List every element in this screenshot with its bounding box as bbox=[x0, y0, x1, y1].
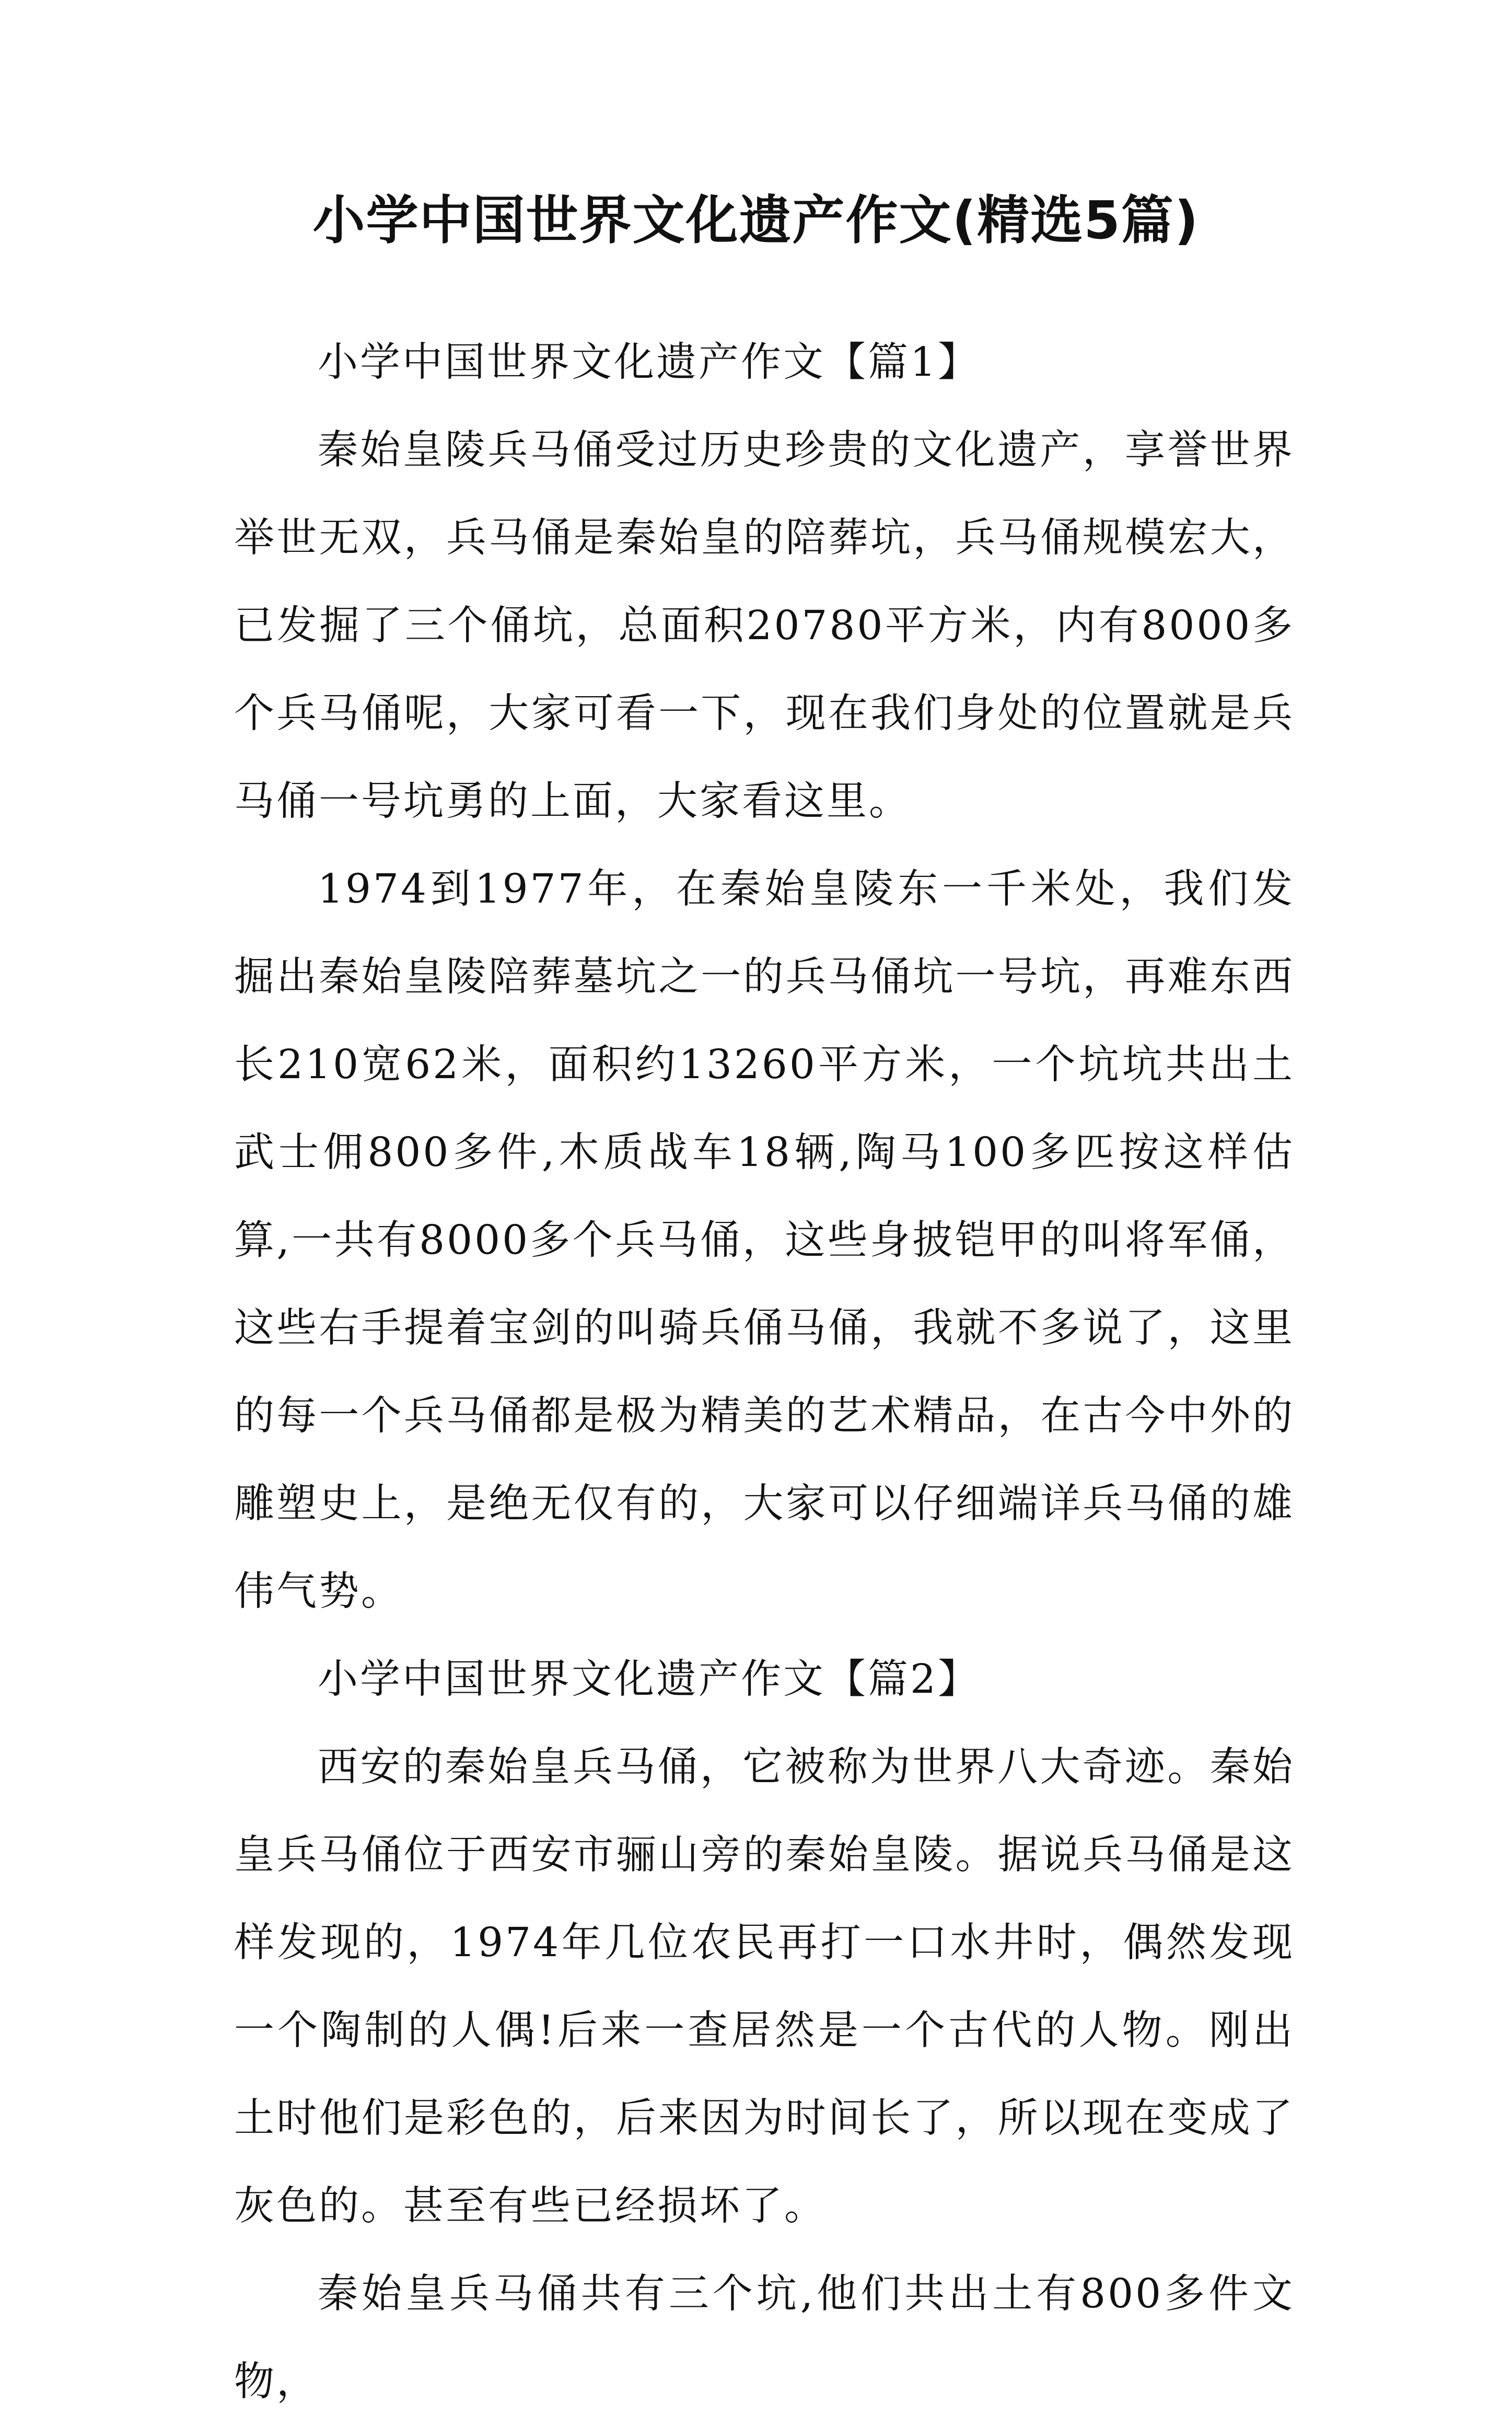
section-1-paragraph-2: 1974到1977年，在秦始皇陵东一千米处，我们发掘出秦始皇陵陪葬墓坑之一的兵马俑坑一号坑，再难东西长210宽62米，面积约13260平方米，一个坑坑共出土武士佣800多件,木质战车18辆,陶马100多匹按这样估算,一共有8000多个兵马俑，这些身披铠甲的叫将军俑，这些右手提着宝剑的叫骑兵俑马俑，我就不多说了，这里的每一个兵马俑都是极为精美的艺术精品，在古今中外的雕塑史上，是绝无仅有的，大家可以仔细端详兵马俑的雄伟气势。 bbox=[234, 866, 1295, 1615]
document-body bbox=[234, 319, 1295, 2426]
section-heading-1: 小学中国世界文化遗产作文【篇1】 bbox=[318, 339, 980, 386]
section-2-paragraph-1: 西安的秦始皇兵马俑，它被称为世界八大奇迹。秦始皇兵马俑位于西安市骊山旁的秦始皇陵。据说兵马俑是这样发现的，1974年几位农民再打一口水井时，偶然发现一个陶制的人偶!后来一查居然是一个古代的人物。刚出土时他们是彩色的，后来因为时间长了，所以现在变成了灰色的。甚至有些已经损坏了。 bbox=[234, 1744, 1295, 2229]
section-1-paragraph-1: 秦始皇陵兵马俑受过历史珍贵的文化遗产，享誉世界举世无双，兵马俑是秦始皇的陪葬坑，兵马俑规模宏大，已发掘了三个俑坑，总面积20780平方米，内有8000多个兵马俑呢，大家可看一下，现在我们身处的位置就是兵马俑一号坑勇的上面，大家看这里。 bbox=[234, 427, 1295, 825]
section-2-paragraph-2: 秦始皇兵马俑共有三个坑,他们共出土有800多件文物， bbox=[234, 2271, 1295, 2405]
document-title: 小学中国世界文化遗产作文(精选5篇) bbox=[312, 190, 1200, 251]
section-heading-2: 小学中国世界文化遗产作文【篇2】 bbox=[318, 1656, 980, 1703]
